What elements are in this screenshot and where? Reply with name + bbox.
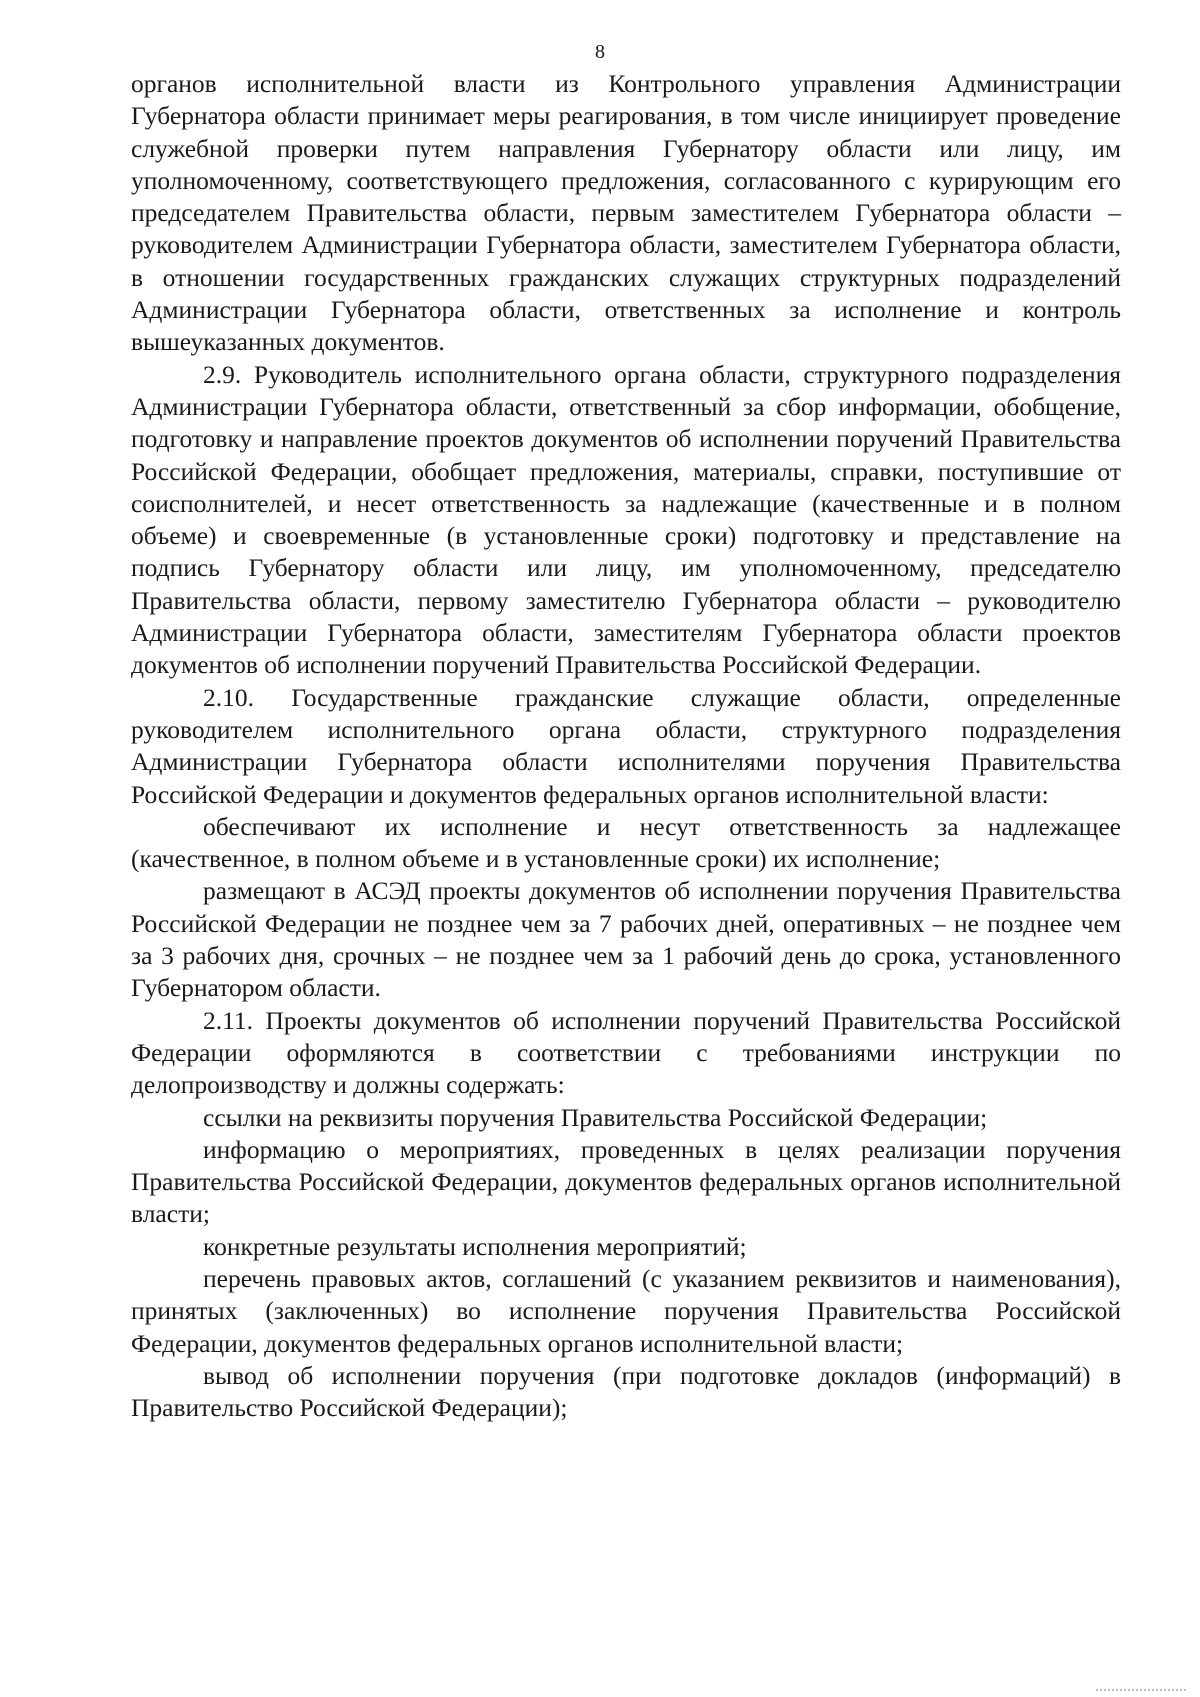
paragraph-continuation: органов исполнительной власти из Контрольного управления Администрации Губернатора области принимает меры реагирования, в том числе инициирует проведение служебной проверки путем направления Губернатору области или лицу, им уполномоченному, соответствующего предложения, согласованного с курирующим его председателем Правительства области, первым заместителем Губернатора области – руководителем Администрации Губернатора области, заместителем Губернатора области, в отношении государственных гражданских служащих структурных подразделений Администрации Губернатора области, ответственных за исполнение и контроль вышеуказанных документов. — [131, 69, 1121, 357]
paragraph-2-10-item-2: размещают в АСЭД проекты документов об исполнении поручения Правительства Российской Федерации не позднее чем за 7 рабочих дней, оперативных – не позднее чем за 3 рабочих дня, срочных – не позднее чем за 1 рабочий день до срока, установленного Губернатором области. — [131, 876, 1121, 1003]
paragraph-2-11: 2.11. Проекты документов об исполнении поручений Правительства Российской Федерации оформляются в соответствии с требованиями инструкции по делопроизводству и должны содержать: — [131, 1005, 1121, 1100]
paragraph-2-11-item-2: информацию о мероприятиях, проведенных в целях реализации поручения Правительства Российской Федерации, документов федеральных органов исполнительной власти; — [131, 1134, 1121, 1229]
paragraph-2-10-item-1: обеспечивают их исполнение и несут ответственность за надлежащее (качественное, в полном объеме и в установленные сроки) их исполнение; — [131, 811, 1121, 874]
paragraph-2-11-item-4: перечень правовых актов, соглашений (с указанием реквизитов и наименования), принятых (заключенных) во исполнение поручения Правительства Российской Федерации, документов федеральных органов исполнительной власти; — [131, 1263, 1121, 1358]
scan-artifact — [1096, 1683, 1186, 1691]
paragraph-2-11-item-3: конкретные результаты исполнения мероприятий; — [203, 1231, 747, 1261]
paragraph-2-11-item-5: вывод об исполнении поручения (при подготовке докладов (информаций) в Правительство Российской Федерации); — [131, 1360, 1121, 1423]
paragraph-2-11-item-1: ссылки на реквизиты поручения Правительства Российской Федерации; — [203, 1102, 988, 1132]
paragraph-2-10: 2.10. Государственные гражданские служащие области, определенные руководителем исполнительного органа области, структурного подразделения Администрации Губернатора области исполнителями поручения Правительства Российской Федерации и документов федеральных органов исполнительной власти: — [131, 682, 1121, 809]
page-number: 8 — [595, 41, 605, 63]
document-body — [131, 68, 1121, 1424]
paragraph-2-9: 2.9. Руководитель исполнительного органа области, структурного подразделения Администрации Губернатора области, ответственный за сбор информации, обобщение, подготовку и направление проектов документов об исполнении поручений Правительства Российской Федерации, обобщает предложения, материалы, справки, поступившие от соисполнителей, и несет ответственность за надлежащие (качественные и в полном объеме) и своевременные (в установленные сроки) подготовку и представление на подпись Губернатору области или лицу, им уполномоченному, председателю Правительства области, первому заместителю Губернатора области – руководителю Администрации Губернатора области, заместителям Губернатора области проектов документов об исполнении поручений Правительства Российской Федерации. — [131, 359, 1121, 680]
